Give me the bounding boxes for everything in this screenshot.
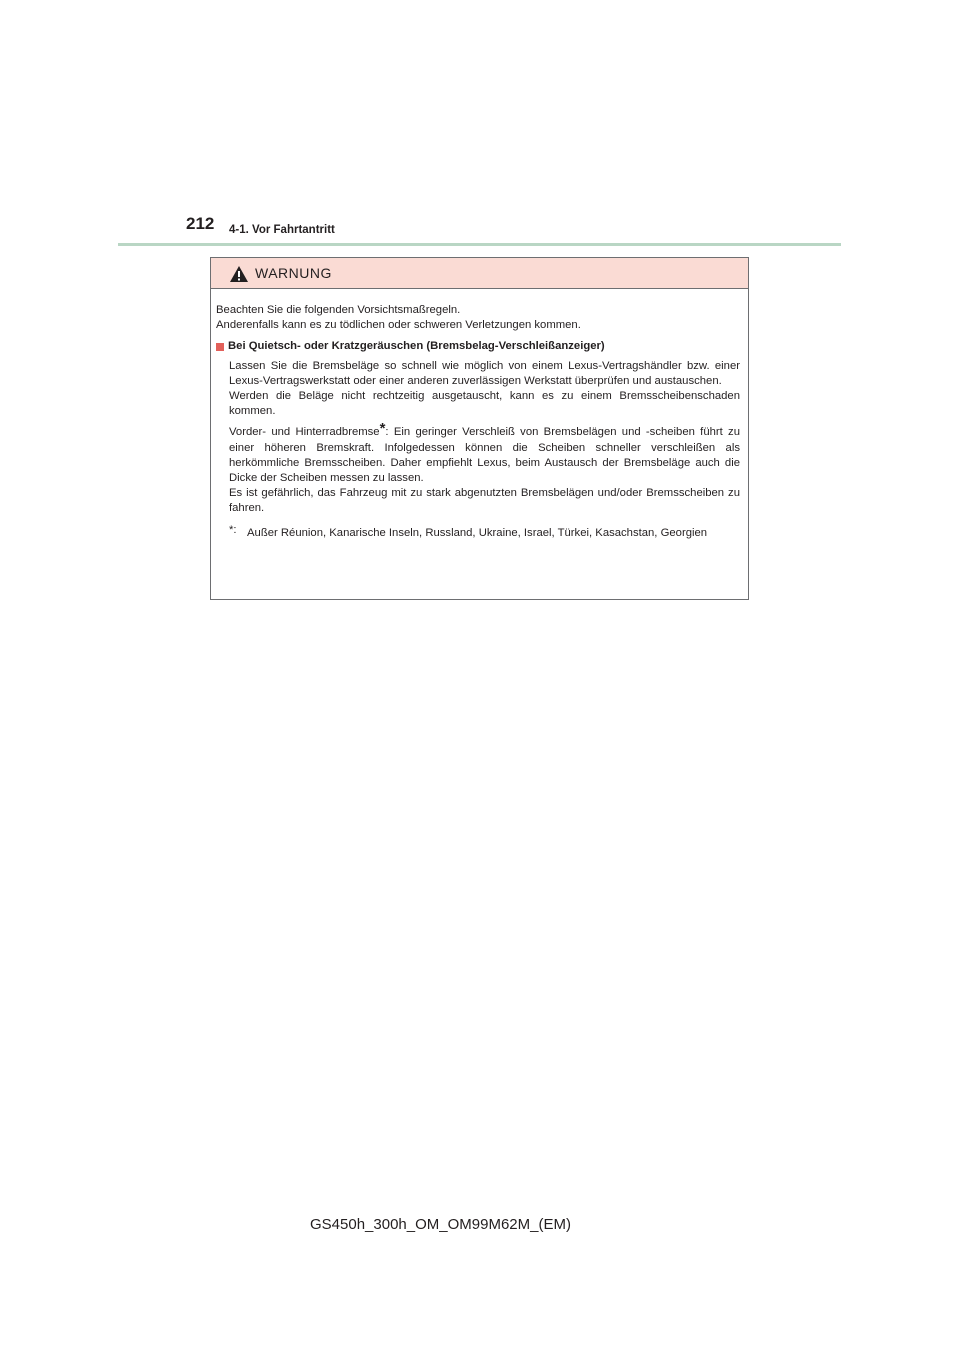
footnote xyxy=(229,523,740,543)
paragraph-2: Werden die Beläge nicht rechtzeitig ausgetauscht, kann es zu einem Bremsscheibenschaden kommen. xyxy=(229,390,740,418)
footnote-star: * xyxy=(379,420,386,438)
warning-box xyxy=(210,257,749,600)
warning-header xyxy=(211,258,748,289)
square-bullet-icon xyxy=(216,343,224,351)
paragraph-1: Lassen Sie die Bremsbeläge so schnell wie möglich von einem Lexus-Vertragshändler bzw. einer Lexus-Vertragswerkstatt oder einer anderen zuverlässigen Werkstatt überprüfen und austauschen. xyxy=(229,359,740,387)
paragraph-4: Es ist gefährlich, das Fahrzeug mit zu stark abgenutzten Bremsbelägen und/oder Bremsscheiben zu fahren. xyxy=(229,487,740,515)
warning-body xyxy=(211,289,748,543)
paragraph-3-prefix: Vorder- und Hinterradbremse xyxy=(229,426,380,439)
warning-title: WARNUNG xyxy=(255,265,332,281)
bullet-heading xyxy=(216,339,740,354)
footnote-mark: *: xyxy=(229,523,237,536)
header-rule xyxy=(118,243,841,246)
bullet-heading-text: Bei Quietsch- oder Kratzgeräuschen (Bremsbelag-Verschleißanzeiger) xyxy=(228,340,605,353)
footer-document-code: GS450h_300h_OM_OM99M62M_(EM) xyxy=(310,1216,571,1233)
warning-triangle-icon xyxy=(229,265,249,283)
section-title: 4-1. Vor Fahrtantritt xyxy=(229,224,335,236)
page-number: 212 xyxy=(186,214,215,233)
paragraph-3 xyxy=(229,420,740,486)
footnote-text: Außer Réunion, Kanarische Inseln, Russland, Ukraine, Israel, Türkei, Kasachstan, Georgien xyxy=(247,526,708,539)
bullet-body xyxy=(229,359,740,517)
warning-intro xyxy=(216,303,740,333)
paragraph-3-rest: : Ein geringer Verschleiß von Bremsbelägen und -scheiben führt zu einer höheren Bremskraft. Infolgedessen können die Scheiben schneller verschleißen als herkömmliche Bremsscheiben. Daher empfiehlt Lexus, beim Austausch der Bremsbeläge auch die Dicke der Scheiben messen zu lassen. xyxy=(229,426,740,485)
intro-line-2: Anderenfalls kann es zu tödlichen oder schweren Verletzungen kommen. xyxy=(216,319,581,332)
intro-line-1: Beachten Sie die folgenden Vorsichtsmaßregeln. xyxy=(216,304,461,316)
